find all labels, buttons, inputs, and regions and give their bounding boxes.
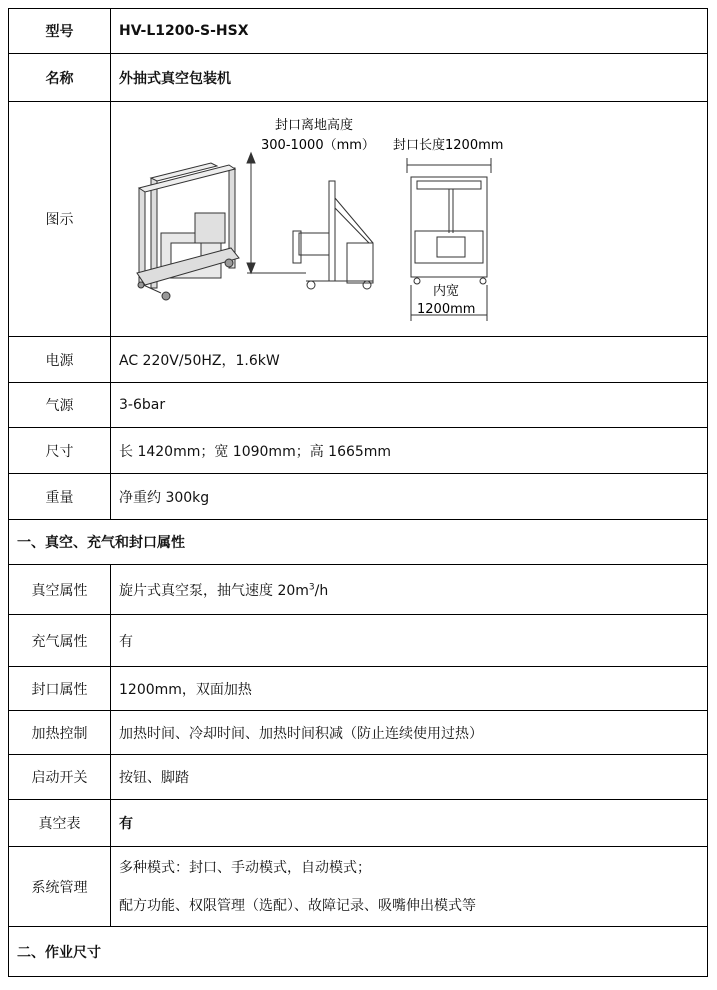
label-size: 尺寸 (9, 428, 111, 474)
label-gauge: 真空表 (9, 800, 111, 847)
figure-cell (111, 102, 708, 337)
row-figure (9, 102, 708, 337)
machine-drawing-svg (111, 103, 707, 336)
label-air: 气源 (9, 383, 111, 428)
value-vacuum-unit: /h (314, 582, 329, 599)
value-start: 按钮、脚踏 (111, 755, 708, 800)
label-vacuum: 真空属性 (9, 565, 111, 615)
row-seal (9, 667, 708, 711)
row-gas (9, 615, 708, 667)
label-seal: 封口属性 (9, 667, 111, 711)
row-weight (9, 474, 708, 520)
value-heat: 加热时间、冷却时间、加热时间积减（防止连续使用过热） (111, 711, 708, 755)
row-air (9, 383, 708, 428)
row-start (9, 755, 708, 800)
spec-table (8, 8, 708, 977)
value-seal: 1200mm，双面加热 (111, 667, 708, 711)
value-system-line2: 配方功能、权限管理（选配）、故障记录、吸嘴伸出模式等 (119, 897, 476, 914)
row-gauge (9, 800, 708, 847)
row-power (9, 337, 708, 383)
section-heading-2 (9, 927, 708, 977)
section-title-1: 一、真空、充气和封口属性 (9, 520, 708, 565)
side-view (247, 153, 373, 289)
label-gas: 充气属性 (9, 615, 111, 667)
value-vacuum (111, 565, 708, 615)
machine-drawing (111, 103, 707, 336)
seal-height-range: 300-1000（mm） (261, 137, 375, 153)
row-size (9, 428, 708, 474)
value-weight: 净重约 300kg (111, 474, 708, 520)
value-gas: 有 (111, 615, 708, 667)
isometric-view (137, 163, 239, 300)
inner-width-title: 内宽 (433, 283, 460, 299)
label-heat: 加热控制 (9, 711, 111, 755)
seal-length-label: 封口长度1200mm (393, 137, 504, 153)
label-power: 电源 (9, 337, 111, 383)
row-vacuum (9, 565, 708, 615)
value-system (111, 847, 708, 927)
value-air: 3-6bar (111, 383, 708, 428)
value-name: 外抽式真空包装机 (111, 54, 708, 102)
section-heading-1 (9, 520, 708, 565)
value-size: 长 1420mm；宽 1090mm；高 1665mm (111, 428, 708, 474)
value-power: AC 220V/50HZ，1.6kW (111, 337, 708, 383)
section-title-2: 二、作业尺寸 (9, 927, 708, 977)
label-figure: 图示 (9, 102, 111, 337)
row-name (9, 54, 708, 102)
label-system: 系统管理 (9, 847, 111, 927)
value-system-line1: 多种模式：封口、手动模式，自动模式； (119, 859, 371, 876)
row-heat (9, 711, 708, 755)
value-model: HV-L1200-S-HSX (111, 9, 708, 54)
label-name: 名称 (9, 54, 111, 102)
value-vacuum-sup: 3 (308, 581, 315, 592)
row-model (9, 9, 708, 54)
value-gauge: 有 (111, 800, 708, 847)
inner-width-value: 1200mm (417, 301, 476, 317)
row-system (9, 847, 708, 927)
label-start: 启动开关 (9, 755, 111, 800)
value-vacuum-text: 旋片式真空泵，抽气速度 20m (119, 582, 309, 599)
label-weight: 重量 (9, 474, 111, 520)
seal-height-title: 封口离地高度 (275, 117, 354, 133)
label-model: 型号 (9, 9, 111, 54)
